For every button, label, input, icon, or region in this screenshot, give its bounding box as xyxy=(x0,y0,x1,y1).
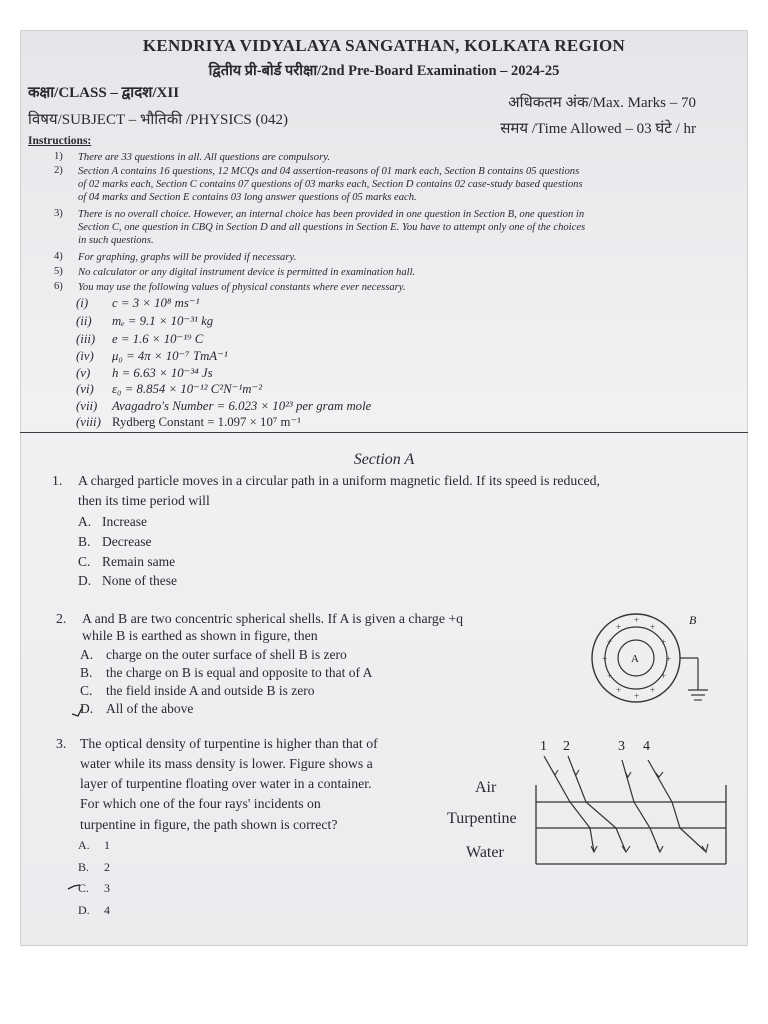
svg-text:+: + xyxy=(607,671,613,681)
svg-text:+: + xyxy=(607,637,613,647)
constant-number: (i) xyxy=(76,296,89,310)
constant-number: (viii) xyxy=(76,415,101,429)
constant-value: e = 1.6 × 10⁻¹⁹ C xyxy=(112,332,204,346)
option-text: 2 xyxy=(104,860,110,874)
ray-label-3: 3 xyxy=(618,739,625,754)
option-letter: A. xyxy=(78,838,90,852)
constant-number: (vii) xyxy=(76,399,98,413)
option-text: 3 xyxy=(104,881,110,895)
time-allowed: समय /Time Allowed – 03 घंटे / hr xyxy=(500,121,696,137)
instruction-line: You may use the following values of physical constants where ever necessary. xyxy=(78,282,406,293)
ray-label-4: 4 xyxy=(643,739,650,754)
instruction-line: of 02 marks each, Section C contains 07 questions of 03 marks each, Section D contains 02 case-study based questions xyxy=(78,179,583,190)
question-text: For which one of the four rays' incidents on xyxy=(80,796,321,811)
max-marks: अधिकतम अंक/Max. Marks – 70 xyxy=(508,95,696,111)
concentric-shells-figure xyxy=(586,608,720,720)
svg-text:+: + xyxy=(634,615,640,625)
school-title: KENDRIYA VIDYALAYA SANGATHAN, KOLKATA REGION xyxy=(142,36,626,55)
question-text: layer of turpentine floating over water in a container. xyxy=(80,776,372,791)
option-letter: D. xyxy=(78,573,92,588)
question-number: 2. xyxy=(56,611,67,626)
exam-title: द्वितीय प्री-बोर्ड परीक्षा/2nd Pre-Board Examination – 2024-25 xyxy=(208,63,560,79)
option-letter: A. xyxy=(78,514,92,529)
instruction-number: 4) xyxy=(54,251,63,262)
question-text: A charged particle moves in a circular path in a uniform magnetic field. If its speed is reduced, xyxy=(78,473,600,488)
instruction-line: There are 33 questions in all. All questions are compulsory. xyxy=(78,152,330,163)
ray-label-2: 2 xyxy=(563,739,570,754)
option-text: charge on the outer surface of shell B is zero xyxy=(106,647,347,662)
option-letter: B. xyxy=(78,534,91,549)
constant-value: mₑ = 9.1 × 10⁻³¹ kg xyxy=(112,314,214,328)
ray-label-1: 1 xyxy=(540,739,547,754)
air-label: Air xyxy=(475,779,497,796)
question-text: water while its mass density is lower. Figure shows a xyxy=(80,756,373,771)
svg-text:+: + xyxy=(602,654,608,664)
instruction-number: 3) xyxy=(54,208,63,219)
instruction-line: No calculator or any digital instrument device is permitted in examination hall. xyxy=(78,267,416,278)
constant-value: h = 6.63 × 10⁻³⁴ Js xyxy=(112,366,213,380)
constant-number: (iv) xyxy=(76,349,94,363)
option-letter: D. xyxy=(80,701,94,716)
instructions-heading: Instructions: xyxy=(28,135,92,147)
refraction-figure xyxy=(530,730,730,866)
exam-paper xyxy=(20,30,748,946)
option-text: the charge on B is equal and opposite to that of A xyxy=(106,665,373,680)
instruction-line: of 04 marks and Section E contains 03 long answer questions of 05 marks each. xyxy=(78,192,417,203)
svg-text:+: + xyxy=(616,622,622,632)
constant-value: c = 3 × 10⁸ ms⁻¹ xyxy=(112,296,200,310)
instruction-line: There is no overall choice. However, an internal choice has been provided in one question in Section B, one question in xyxy=(78,209,585,220)
option-letter: C. xyxy=(78,881,90,895)
shell-a-label: A xyxy=(631,653,639,665)
option-text: Remain same xyxy=(102,554,176,569)
constant-value: Rydberg Constant = 1.097 × 10⁷ m⁻¹ xyxy=(112,415,302,429)
instruction-number: 5) xyxy=(54,266,63,277)
constant-number: (vi) xyxy=(76,382,94,396)
instruction-number: 6) xyxy=(54,281,63,292)
option-letter: C. xyxy=(78,554,91,569)
answer-tick-mark xyxy=(66,881,82,897)
instruction-line: For graphing, graphs will be provided if necessary. xyxy=(78,252,297,263)
option-text: 1 xyxy=(104,838,110,852)
water-label: Water xyxy=(466,844,504,861)
option-text: All of the above xyxy=(106,701,194,716)
constant-number: (ii) xyxy=(76,314,92,328)
subject-label: विषय/SUBJECT – भौतिकी /PHYSICS (042) xyxy=(28,112,288,128)
constant-value: Avagadro's Number = 6.023 × 10²³ per gram mole xyxy=(112,399,372,413)
svg-text:+: + xyxy=(650,685,656,695)
option-text: Increase xyxy=(102,514,147,529)
svg-text:+: + xyxy=(666,654,672,664)
question-text: A and B are two concentric spherical shells. If A is given a charge +q xyxy=(82,611,464,626)
svg-text:+: + xyxy=(650,622,656,632)
section-divider xyxy=(20,432,748,433)
constant-number: (v) xyxy=(76,366,91,380)
shell-b-label: B xyxy=(689,613,697,627)
question-text: turpentine in figure, the path shown is correct? xyxy=(80,817,338,832)
svg-text:+: + xyxy=(616,685,622,695)
question-number: 3. xyxy=(56,736,67,751)
class-label: कक्षा/CLASS – द्वादश/XII xyxy=(28,85,180,101)
option-letter: C. xyxy=(80,683,93,698)
instruction-line: Section C, one question in CBQ in Section D and all questions in Section E. You have to attempt only one of the choices xyxy=(78,222,586,233)
question-text: The optical density of turpentine is higher than that of xyxy=(80,736,378,751)
option-text: None of these xyxy=(102,573,177,588)
constant-value: μ₀ = 4π × 10⁻⁷ TmA⁻¹ xyxy=(112,349,228,363)
option-text: 4 xyxy=(104,903,110,917)
svg-text:+: + xyxy=(661,637,667,647)
option-text: Decrease xyxy=(102,534,152,549)
question-text: then its time period will xyxy=(78,493,210,508)
answer-tick-mark xyxy=(70,700,86,718)
constant-number: (iii) xyxy=(76,332,96,346)
constant-value: ε₀ = 8.854 × 10⁻¹² C²N⁻¹m⁻² xyxy=(112,382,263,396)
instruction-number: 2) xyxy=(54,165,63,176)
question-number: 1. xyxy=(52,473,63,488)
section-title: Section A xyxy=(353,451,415,468)
option-letter: B. xyxy=(78,860,90,874)
instruction-line: Section A contains 16 questions, 12 MCQs and 04 assertion-reasons of 01 mark each, Section B contains 05 questions xyxy=(78,166,580,177)
svg-text:+: + xyxy=(661,671,667,681)
option-text: the field inside A and outside B is zero xyxy=(106,683,315,698)
option-letter: A. xyxy=(80,647,94,662)
option-letter: D. xyxy=(78,903,90,917)
question-text: while B is earthed as shown in figure, then xyxy=(82,628,318,643)
instruction-number: 1) xyxy=(54,151,63,162)
turpentine-label: Turpentine xyxy=(447,810,517,827)
svg-text:+: + xyxy=(634,691,640,701)
instruction-line: in such questions. xyxy=(78,235,154,246)
option-letter: B. xyxy=(80,665,93,680)
